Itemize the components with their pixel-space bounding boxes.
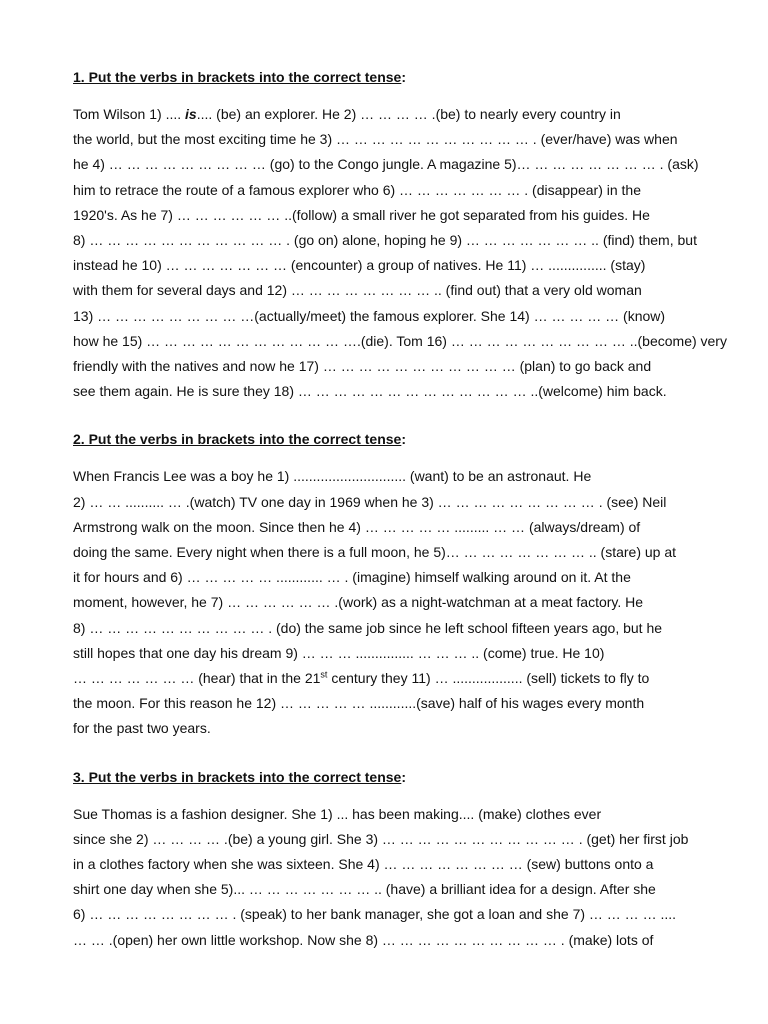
line-text: 13) … … … … … … … … …(actually/meet) the famous explorer. She 14) … … … … … (know) (73, 307, 666, 324)
exercise-text-line (73, 178, 708, 203)
line-text: … … .(open) her own little workshop. Now she 8) … … … … … … … … … … . (make) lots of (73, 931, 654, 948)
exercise-text-line (73, 278, 708, 303)
line-text: the moon. For this reason he 12) … … … … … ............(save) half of his wages every month (73, 695, 645, 712)
line-text: shirt one day when she 5)... … … … … … … … .. (have) a brilliant idea for a design. After she (73, 881, 656, 898)
line-text: in a clothes factory when she was sixteen. She 4) … … … … … … … … (sew) buttons onto a (73, 856, 654, 873)
exercise-text-line (73, 616, 708, 641)
exercise-text-line (73, 902, 708, 927)
line-text: .... (be) an explorer. He 2) … … … … .(be) to nearly every country in (196, 106, 621, 122)
exercise-text-line (73, 666, 708, 691)
line-text: the world, but the most exciting time he 3) … … … … … … … … … … … . (ever/have) was when (73, 131, 678, 148)
exercise-text-line (73, 253, 708, 278)
line-text: moment, however, he 7) … … … … … … .(work) as a night-watchman at a meat factory. He (73, 594, 644, 611)
exercise-text-line (73, 877, 708, 902)
exercise-text-line (73, 464, 708, 489)
exercise-text-line (73, 641, 708, 666)
line-text: doing the same. Every night when there is a full moon, he 5)… … … … … … … … .. (stare) up at (73, 544, 677, 561)
line-text: When Francis Lee was a boy he 1) ............................. (want) to be an astronaut. He (73, 468, 592, 485)
exercise-text-line (73, 852, 708, 877)
exercise-section-2 (73, 424, 708, 741)
line-text: 6) … … … … … … … … . (speak) to her bank manager, she got a loan and she 7) … … … … .... (73, 906, 677, 923)
line-text: with them for several days and 12) … … … … … … … … .. (find out) that a very old woman (73, 282, 642, 299)
line-text: since she 2) … … … … .(be) a young girl. She 3) … … … … … … … … … … … . (get) her first job (73, 830, 689, 847)
exercise-text-line (73, 565, 708, 590)
line-text: he 4) … … … … … … … … … (go) to the Congo jungle. A magazine 5)… … … … … … … … . (ask) (73, 156, 699, 173)
exercise-sections (73, 62, 727, 953)
exercise-section-3 (73, 762, 708, 953)
ordinal-superscript: st (320, 669, 328, 680)
line-text: friendly with the natives and now he 17) … … … … … … … … … … … (plan) to go back and (73, 358, 652, 375)
exercise-text-line (73, 716, 708, 741)
exercise-section-1 (73, 62, 727, 404)
line-text: it for hours and 6) … … … … … ............ … . (imagine) himself walking around on it. At the (73, 569, 631, 586)
line-text: century they 11) … .................. (sell) tickets to fly to (327, 670, 650, 687)
exercise-text-line (73, 379, 708, 404)
exercise-text-line (73, 928, 708, 953)
line-text: for the past two years. (73, 720, 211, 737)
line-text: see them again. He is sure they 18) … … … … … … … … … … … … … ..(welcome) him back. (73, 383, 667, 400)
line-text: 1920's. As he 7) … … … … … … ..(follow) a small river he got separated from his guides. He (73, 206, 650, 223)
exercise-text-line (73, 490, 708, 515)
line-text: 2) … … .......... … .(watch) TV one day in 1969 when he 3) … … … … … … … … … . (see) Neil (73, 493, 667, 510)
exercise-heading-colon: : (401, 69, 406, 85)
exercise-text-line (73, 802, 708, 827)
exercise-text-line (73, 827, 708, 852)
line-text: Sue Thomas is a fashion designer. She 1) ... has been making.... (make) clothes ever (73, 805, 602, 822)
exercise-heading-text: 1. Put the verbs in brackets into the correct tense (73, 69, 402, 85)
exercise-heading (73, 62, 708, 92)
exercise-heading-text: 3. Put the verbs in brackets into the correct tense (73, 768, 402, 785)
line-text: still hopes that one day his dream 9) … … … ............... … … … .. (come) true. He 10) (73, 644, 605, 661)
line-text: how he 15) … … … … … … … … … … … ….(die). Tom 16) … … … … … … … … … … ..(become) very (73, 332, 727, 349)
line-text: Tom Wilson 1) .... (73, 106, 186, 122)
line-text: … … … … … … … (hear) that in the 21 (73, 670, 321, 687)
exercise-text-line (73, 691, 708, 716)
example-answer: is (185, 106, 197, 122)
line-text: Armstrong walk on the moon. Since then he 4) … … … … … ......... … … (always/dream) of (73, 518, 641, 535)
line-text: 8) … … … … … … … … … … … . (go on) alone, hoping he 9) … … … … … … … .. (find) them, but (73, 232, 697, 249)
exercise-text-line (73, 228, 708, 253)
exercise-heading-colon: : (401, 431, 406, 448)
exercise-text-line (73, 540, 708, 565)
line-text: 8) … … … … … … … … … … . (do) the same job since he left school fifteen years ago, but he (73, 619, 663, 636)
exercise-heading-colon: : (401, 768, 406, 785)
exercise-text-line (73, 590, 708, 615)
exercise-text-line (73, 203, 708, 228)
exercise-text-line (73, 354, 708, 379)
line-text: instead he 10) … … … … … … … (encounter) a group of natives. He 11) … ............... (stay) (73, 257, 646, 274)
exercise-text-line (73, 304, 708, 329)
exercise-heading-text: 2. Put the verbs in brackets into the correct tense (73, 431, 402, 448)
exercise-text-line (73, 515, 708, 540)
exercise-heading (73, 762, 708, 792)
exercise-heading (73, 424, 708, 454)
exercise-text-line (73, 329, 727, 354)
exercise-text-line (73, 102, 708, 127)
exercise-text-line (73, 152, 708, 177)
exercise-text-line (73, 127, 708, 152)
line-text: him to retrace the route of a famous explorer who 6) … … … … … … … . (disappear) in the (73, 181, 642, 198)
